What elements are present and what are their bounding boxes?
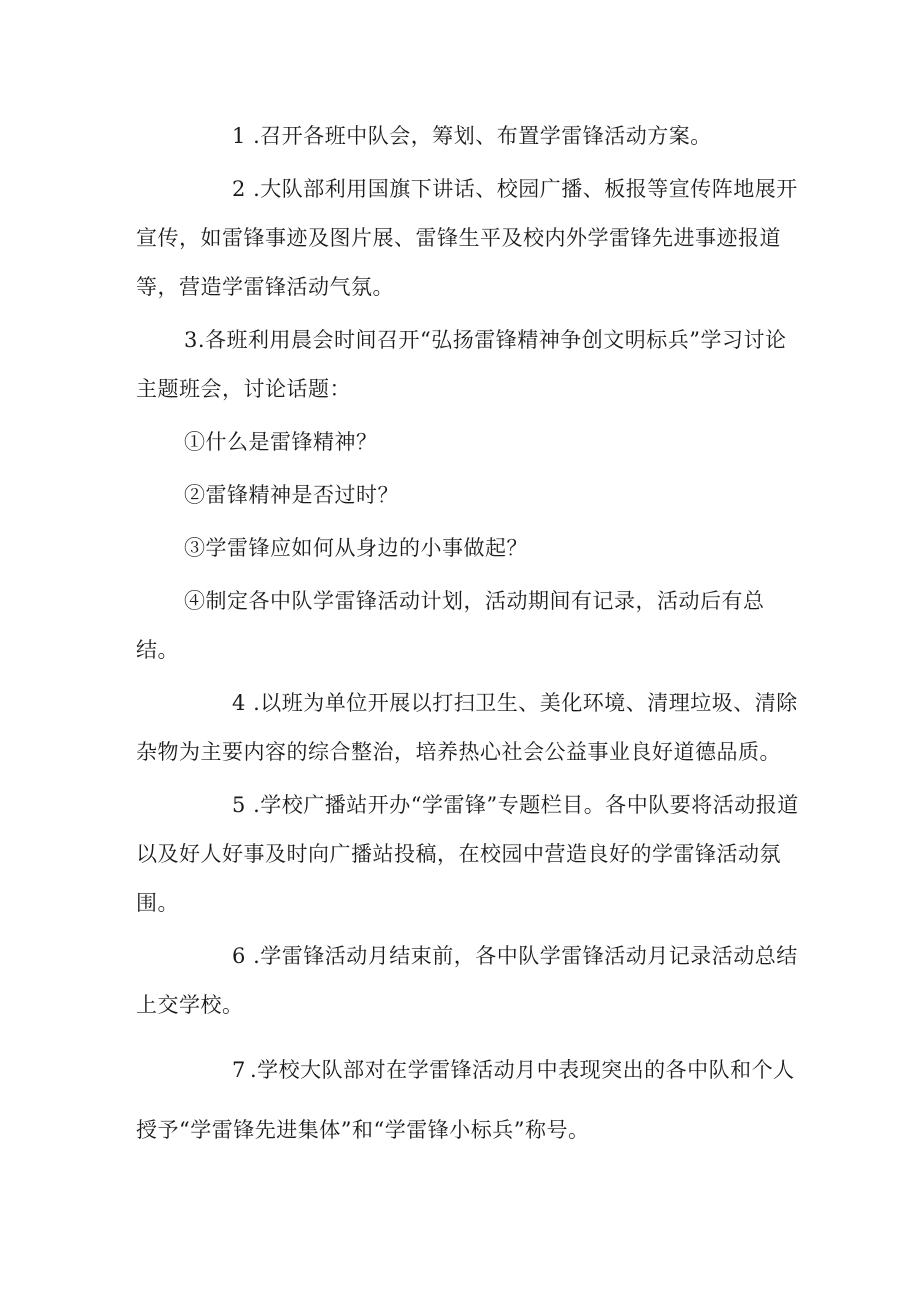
paragraph-text: .学校广播站开办“学雷锋”专题栏目。各中队要将活动报道以及好人好事及时向广播站投稿，在校园中营造良好的学雷锋活动氛围。	[136, 793, 799, 915]
paragraph-2	[136, 165, 800, 312]
paragraph-text: .大队部利用国旗下讲话、校园广播、板报等宣传阵地展开宣传，如雷锋事迹及图片展、雷锋生平及校内外学雷锋先进事迹报道等，营造学雷锋活动气氛。	[136, 177, 798, 299]
topic-1	[136, 418, 800, 467]
paragraph-6	[136, 932, 800, 1030]
paragraph-text: .学雷锋活动月结束前，各中队学雷锋活动月记录活动总结上交学校。	[136, 944, 798, 1017]
paragraph-text: 3.各班利用晨会时间召开“弘扬雷锋精神争创文明标兵”学习讨论主题班会，讨论话题：	[136, 328, 787, 401]
topic-3	[136, 524, 800, 573]
topic-2	[136, 471, 800, 520]
paragraph-text: .召开各班中队会，筹划、布置学雷锋活动方案。	[253, 124, 712, 148]
paragraph-text: .以班为单位开展以打扫卫生、美化环境、清理垃圾、清除杂物为主要内容的综合整治，培养热心社会公益事业良好道德品质。	[136, 691, 798, 764]
item-number: 7	[232, 1058, 246, 1082]
paragraph-text: ①什么是雷锋精神？	[184, 430, 378, 454]
topic-4	[136, 577, 800, 675]
item-number: 1	[232, 124, 246, 148]
paragraph-4	[136, 679, 800, 777]
item-number: 2	[232, 177, 246, 201]
item-number: 5	[232, 793, 246, 817]
paragraph-7	[136, 1040, 800, 1160]
paragraph-text: ④制定各中队学雷锋活动计划，活动期间有记录，活动后有总结。	[136, 589, 765, 662]
item-number: 4	[232, 691, 246, 715]
item-number: 6	[232, 944, 246, 968]
paragraph-text: ②雷锋精神是否过时？	[184, 483, 399, 507]
paragraph-1	[136, 112, 800, 161]
document-body	[136, 112, 800, 1160]
paragraph-text: .学校大队部对在学雷锋活动月中表现突出的各中队和个人授予“学雷锋先进集体”和“学雷锋小标兵”称号。	[136, 1058, 795, 1142]
paragraph-3	[136, 316, 800, 414]
paragraph-5	[136, 781, 800, 928]
paragraph-text: ③学雷锋应如何从身边的小事做起？	[184, 536, 528, 560]
